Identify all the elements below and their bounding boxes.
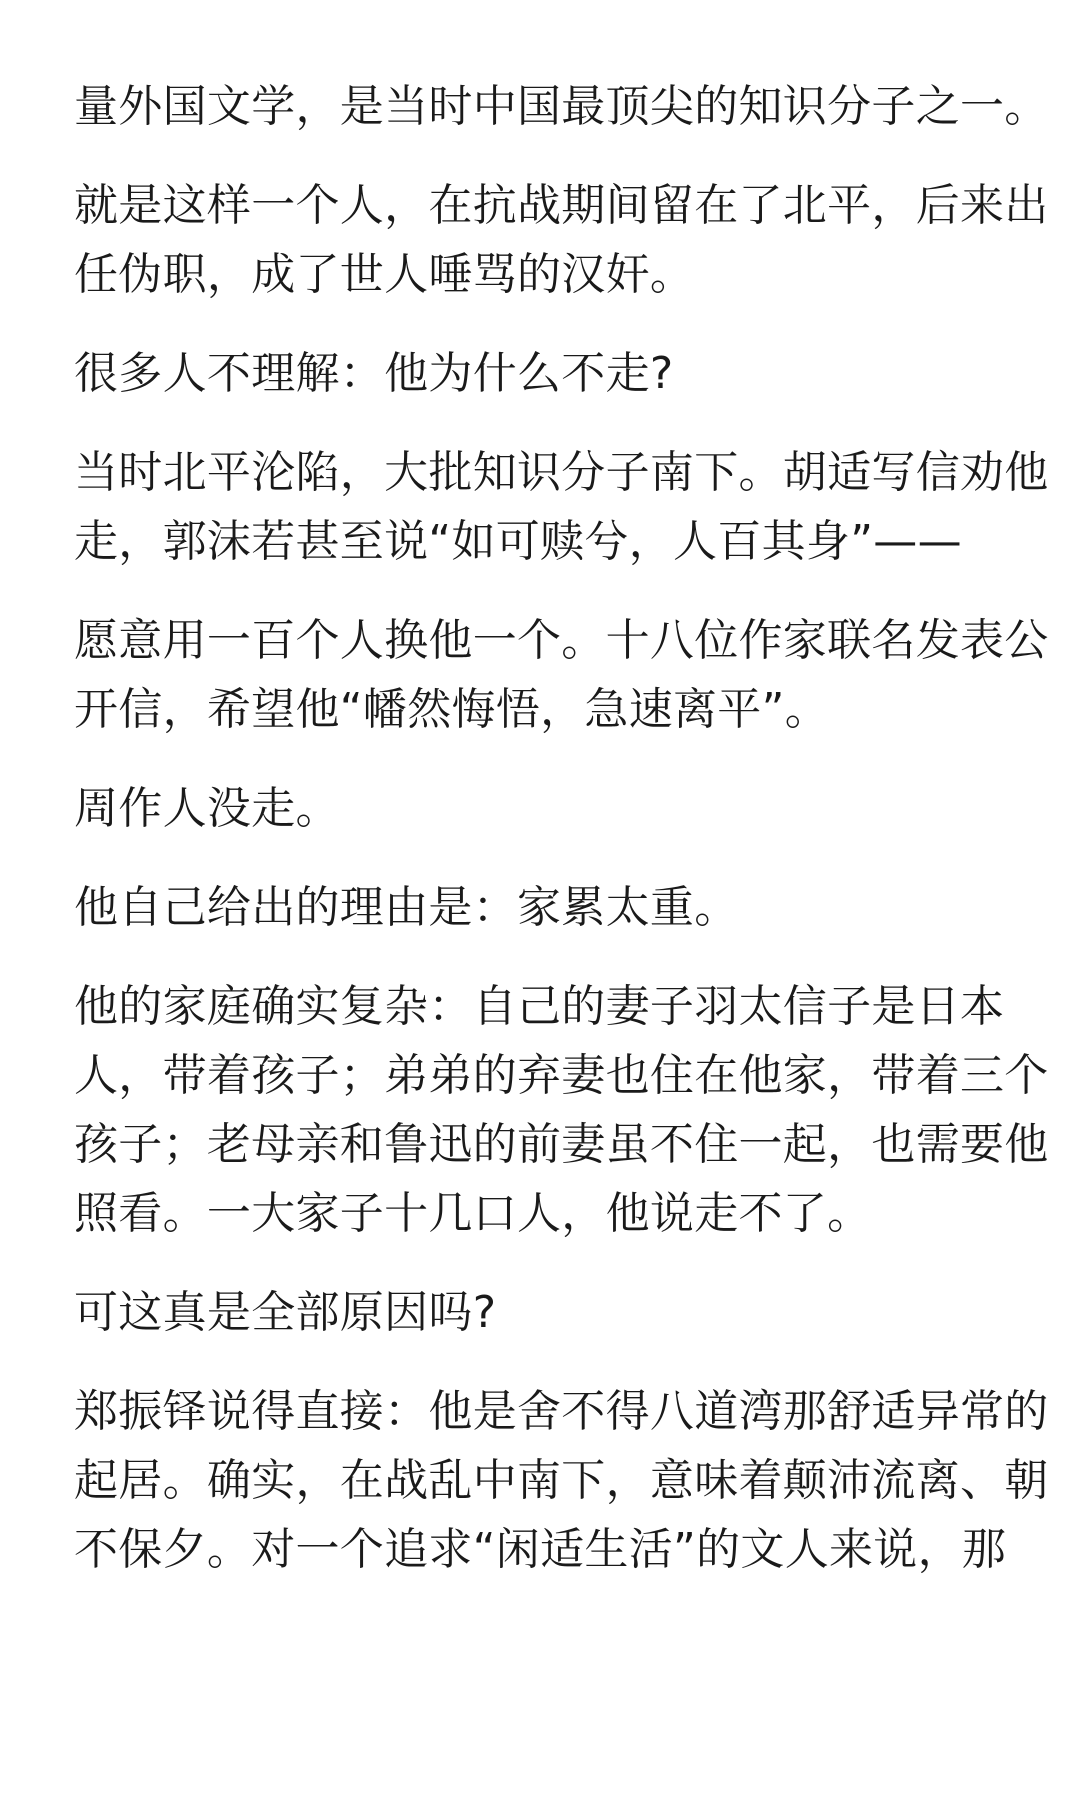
text-line: 他自己给出的理由是：家累太重。 [74, 882, 739, 933]
text-line: 他的家庭确实复杂：自己的妻子羽太信子是日本 [74, 981, 1005, 1032]
paragraph [74, 171, 1049, 309]
paragraph [74, 1377, 1049, 1584]
article-body [74, 72, 1049, 1614]
text-line: 不保夕。对一个追求“闲适生活”的文人来说，那 [74, 1524, 1007, 1575]
paragraph [74, 774, 1024, 843]
paragraph [74, 72, 1049, 141]
paragraph [74, 339, 1024, 408]
paragraph [74, 438, 1049, 576]
text-line: 量外国文学，是当时中国最顶尖的知识分子之一。 [74, 81, 1049, 132]
paragraph [74, 972, 1049, 1248]
text-line: 走，郭沫若甚至说“如可赎兮，人百其身”—— [74, 516, 962, 567]
paragraph [74, 1278, 1024, 1347]
text-line: 愿意用一百个人换他一个。十八位作家联名发表公 [74, 615, 1049, 666]
text-line: 任伪职，成了世人唾骂的汉奸。 [74, 249, 695, 300]
text-line: 很多人不理解：他为什么不走? [74, 348, 674, 399]
paragraph [74, 606, 1049, 744]
text-line: 可这真是全部原因吗? [74, 1287, 497, 1338]
text-line: 起居。确实，在战乱中南下，意味着颠沛流离、朝 [74, 1455, 1049, 1506]
text-line: 当时北平沦陷，大批知识分子南下。胡适写信劝他 [74, 447, 1049, 498]
text-line: 就是这样一个人，在抗战期间留在了北平，后来出 [74, 180, 1049, 231]
text-line: 周作人没走。 [74, 783, 340, 834]
text-line: 孩子；老母亲和鲁迅的前妻虽不住一起，也需要他 [74, 1119, 1049, 1170]
paragraph [74, 873, 1024, 942]
text-line: 照看。一大家子十几口人，他说走不了。 [74, 1188, 872, 1239]
text-line: 开信，希望他“幡然悔悟，急速离平”。 [74, 684, 829, 735]
text-line: 人，带着孩子；弟弟的弃妻也住在他家，带着三个 [74, 1050, 1049, 1101]
text-line: 郑振铎说得直接：他是舍不得八道湾那舒适异常的 [74, 1386, 1049, 1437]
